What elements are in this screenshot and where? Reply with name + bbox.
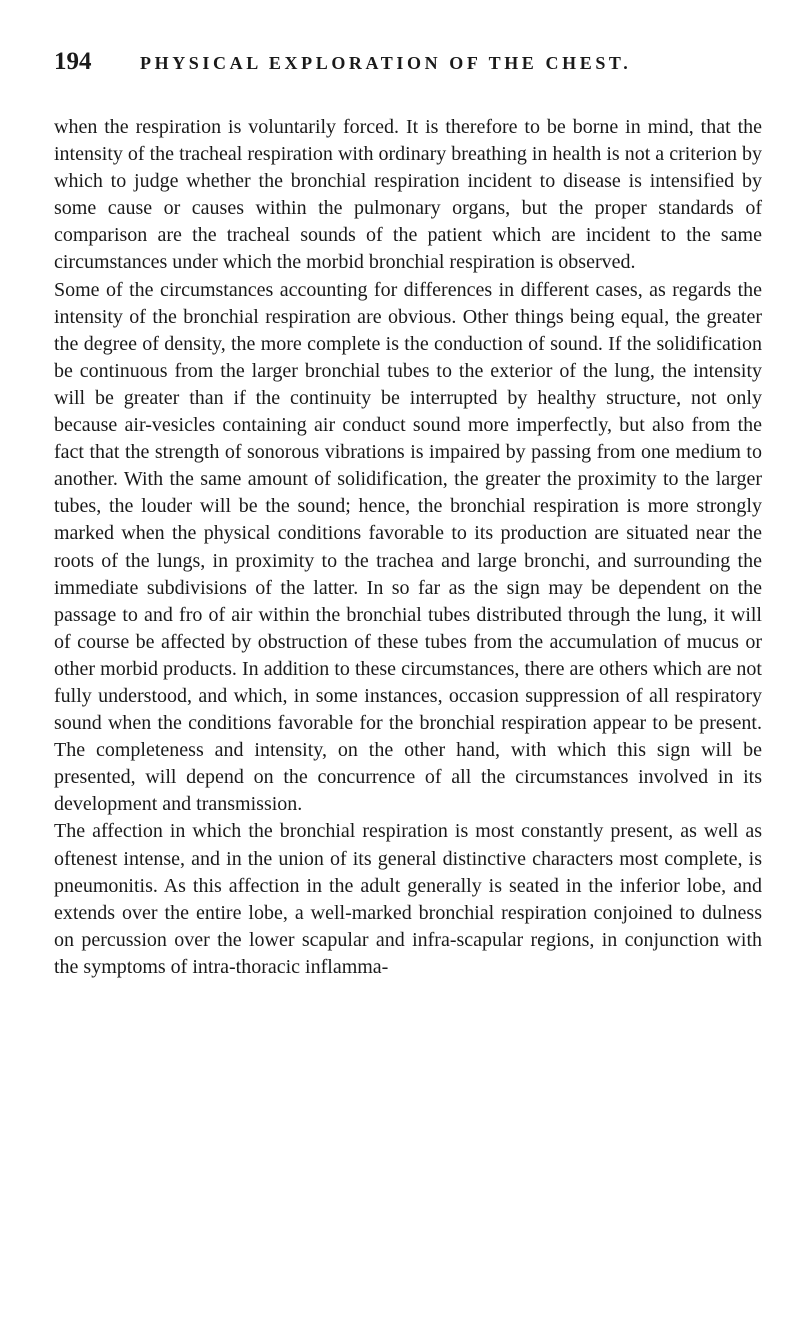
paragraph-1: when the respiration is voluntarily forced. It is therefore to be borne in mind, that the intensity of the tracheal respiration with ordinary breathing in health is not a criterion by which to judge whether the bronchial respiration incident to disease is intensified by some cause or causes within the pulmonary organs, but the proper standards of comparison are the tracheal sounds of the patient which are incident to the same circumstances under which the morbid bronchial respiration is observed. (54, 116, 762, 274)
body-text (54, 114, 762, 981)
paragraph-3: The affection in which the bronchial respiration is most constantly present, as well as oftenest intense, and in the union of its general distinctive characters most complete, is pneumonitis. As this affection in the adult generally is seated in the inferior lobe, and extends over the entire lobe, a well-marked bronchial respiration conjoined to dulness on percussion over the lower scapular and infra-scapular regions, in conjunction with the symptoms of intra-thoracic inflamma- (54, 820, 762, 978)
running-title: PHYSICAL EXPLORATION OF THE CHEST. (140, 53, 632, 73)
running-head (54, 48, 762, 88)
paragraph-2: Some of the circumstances accounting for differences in different cases, as regards the intensity of the bronchial respiration are obvious. Other things being equal, the greater the degree of density, the more complete is the conduction of sound. If the solidification be continuous from the larger bronchial tubes to the exterior of the lung, the intensity will be greater than if the continuity be interrupted by healthy structure, not only because air-vesicles containing air conduct sound more imperfectly, but also from the fact that the strength of sonorous vibrations is impaired by passing from one medium to another. With the same amount of solidification, the greater the proximity to the larger tubes, the louder will be the sound; hence, the bronchial respiration is more strongly marked when the physical conditions favorable to its production are situated near the roots of the lungs, in proximity to the trachea and large bronchi, and surrounding the immediate subdivisions of the latter. In so far as the sign may be dependent on the passage to and fro of air within the bronchial tubes distributed through the lung, it will of course be affected by obstruction of these tubes from the accumulation of mucus or other morbid products. In addition to these circumstances, there are others which are not fully understood, and which, in some instances, occasion suppression of all respiratory sound when the conditions favorable for the bronchial respiration appear to be present. The completeness and intensity, on the other hand, with which this sign will be presented, will depend on the concurrence of all the circumstances involved in its development and transmission. (54, 278, 762, 816)
book-page (54, 48, 762, 981)
page-number: 194 (54, 48, 92, 75)
